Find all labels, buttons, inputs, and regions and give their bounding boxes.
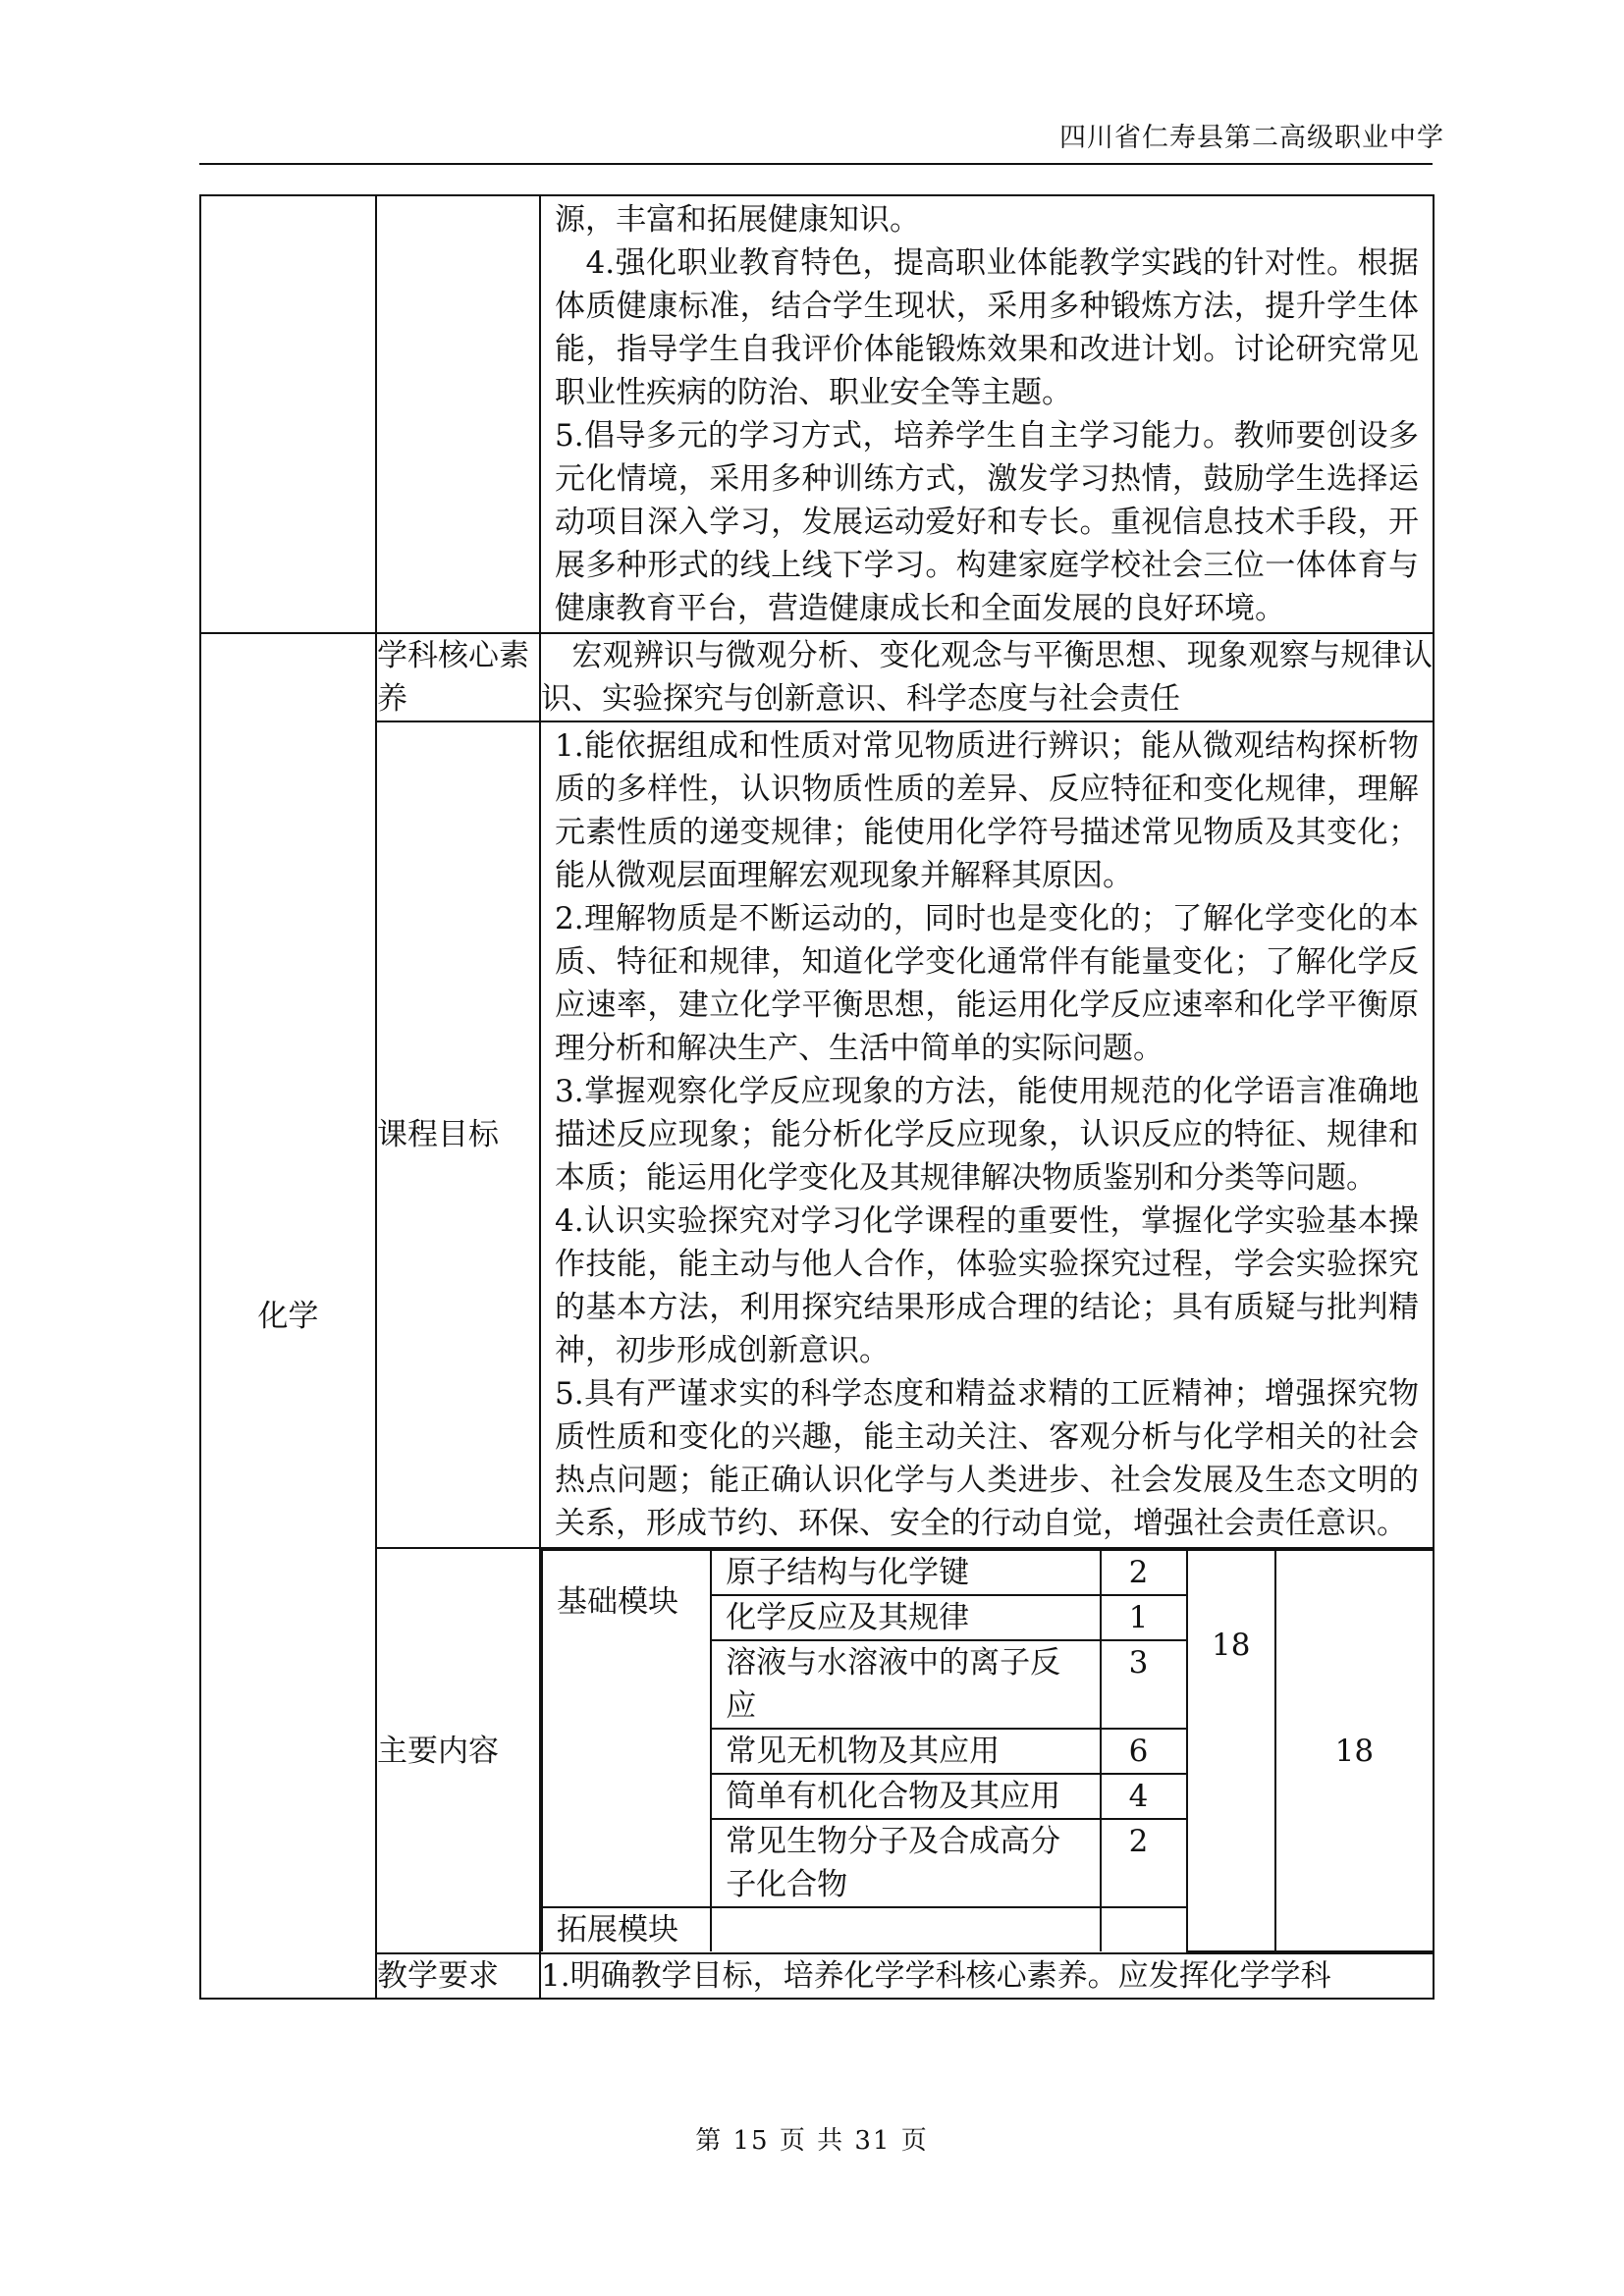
chem-content-row xyxy=(200,1548,1434,1953)
module-hours: 4 xyxy=(1101,1774,1187,1819)
chem-goals-row xyxy=(200,721,1434,1548)
header-rule xyxy=(199,163,1433,165)
goal-item: 1.能依据组成和性质对常见物质进行辨识；能从微观结构探析物质的多样性，认识物质性质的差异、反应特征和变化规律，理解元素性质的递变规律；能使用化学符号描述常见物质及其变化；能从微观层面理解宏观现象并解释其原因。 xyxy=(555,728,1419,893)
pe-paragraph: 源，丰富和拓展健康知识。 xyxy=(555,202,920,238)
pe-paragraph: 4.强化职业教育特色，提高职业体能教学实践的针对性。根据体质健康标准，结合学生现状，采用多种锻炼方法，提升学生体能，指导学生自我评价体能锻炼效果和改进计划。讨论研究常见职业性疾病的防治、职业安全等主题。 xyxy=(555,245,1419,410)
basic-module-label: 基础模块 xyxy=(542,1550,711,1907)
core-literacy-text: 宏观辨识与微观分析、变化观念与平衡思想、现象观察与规律认识、实验探究与创新意识、科学态度与社会责任 xyxy=(540,633,1434,721)
module-name: 简单有机化合物及其应用 xyxy=(711,1774,1100,1819)
teaching-label: 教学要求 xyxy=(376,1953,540,1999)
teaching-text: 1.明确教学目标，培养化学学科核心素养。应发挥化学学科 xyxy=(540,1953,1434,1999)
pe-requirements-cell xyxy=(540,195,1434,633)
goal-item: 3.掌握观察化学反应现象的方法，能使用规范的化学语言准确地描述反应现象；能分析化学反应现象，认识反应的特征、规律和本质；能运用化学变化及其规律解决物质鉴别和分类等问题。 xyxy=(555,1074,1419,1196)
goals-cell xyxy=(540,721,1434,1548)
empty-label-cell xyxy=(376,195,540,633)
chem-core-row xyxy=(200,633,1434,721)
curriculum-table xyxy=(199,194,1435,2000)
content-cell xyxy=(540,1548,1434,1953)
module-hours: 6 xyxy=(1101,1729,1187,1774)
pe-continuation-row xyxy=(200,195,1434,633)
module-hours: 1 xyxy=(1101,1595,1187,1640)
page-number: 第 15 页 共 31 页 xyxy=(695,2126,929,2156)
school-header: 四川省仁寿县第二高级职业中学 xyxy=(1059,123,1444,153)
empty-subject-cell xyxy=(200,195,376,633)
extended-module-label: 拓展模块 xyxy=(542,1907,711,1951)
module-name: 原子结构与化学键 xyxy=(711,1550,1100,1595)
module-hours: 2 xyxy=(1101,1550,1187,1595)
module-hours: 2 xyxy=(1101,1819,1187,1907)
module-table xyxy=(541,1549,1433,1952)
module-name: 溶液与水溶液中的离子反应 xyxy=(711,1640,1100,1729)
goal-item: 4.认识实验探究对学习化学课程的重要性，掌握化学实验基本操作技能，能主动与他人合作，体验实验探究过程，学会实验探究的基本方法，利用探究结果形成合理的结论；具有质疑与批判精神，初步形成创新意识。 xyxy=(555,1203,1419,1368)
module-name: 常见无机物及其应用 xyxy=(711,1729,1100,1774)
content-label: 主要内容 xyxy=(376,1548,540,1953)
chem-teaching-row xyxy=(200,1953,1434,1999)
extended-empty xyxy=(711,1907,1100,1951)
extended-empty-hours xyxy=(1101,1907,1187,1951)
grand-total: 18 xyxy=(1275,1550,1433,1951)
goals-label: 课程目标 xyxy=(376,721,540,1548)
module-hours: 3 xyxy=(1101,1640,1187,1729)
module-name: 常见生物分子及合成高分子化合物 xyxy=(711,1819,1100,1907)
subject-chemistry: 化学 xyxy=(200,633,376,1999)
goal-item: 2.理解物质是不断运动的，同时也是变化的；了解化学变化的本质、特征和规律，知道化学变化通常伴有能量变化；了解化学反应速率，建立化学平衡思想，能运用化学反应速率和化学平衡原理分析和解决生产、生活中简单的实际问题。 xyxy=(555,901,1419,1066)
goal-item: 5.具有严谨求实的科学态度和精益求精的工匠精神；增强探究物质性质和变化的兴趣，能主动关注、客观分析与化学相关的社会热点问题；能正确认识化学与人类进步、社会发展及生态文明的关系，形成节约、环保、安全的行动自觉，增强社会责任意识。 xyxy=(555,1376,1419,1541)
module-row xyxy=(542,1550,1433,1595)
basic-total: 18 xyxy=(1187,1550,1275,1951)
pe-paragraph: 5.倡导多元的学习方式，培养学生自主学习能力。教师要创设多元化情境，采用多种训练方式，激发学习热情，鼓励学生选择运动项目深入学习，发展运动爱好和专长。重视信息技术手段，开展多种形式的线上线下学习。构建家庭学校社会三位一体体育与健康教育平台，营造健康成长和全面发展的良好环境。 xyxy=(555,418,1419,626)
module-name: 化学反应及其规律 xyxy=(711,1595,1100,1640)
core-literacy-label: 学科核心素养 xyxy=(376,633,540,721)
